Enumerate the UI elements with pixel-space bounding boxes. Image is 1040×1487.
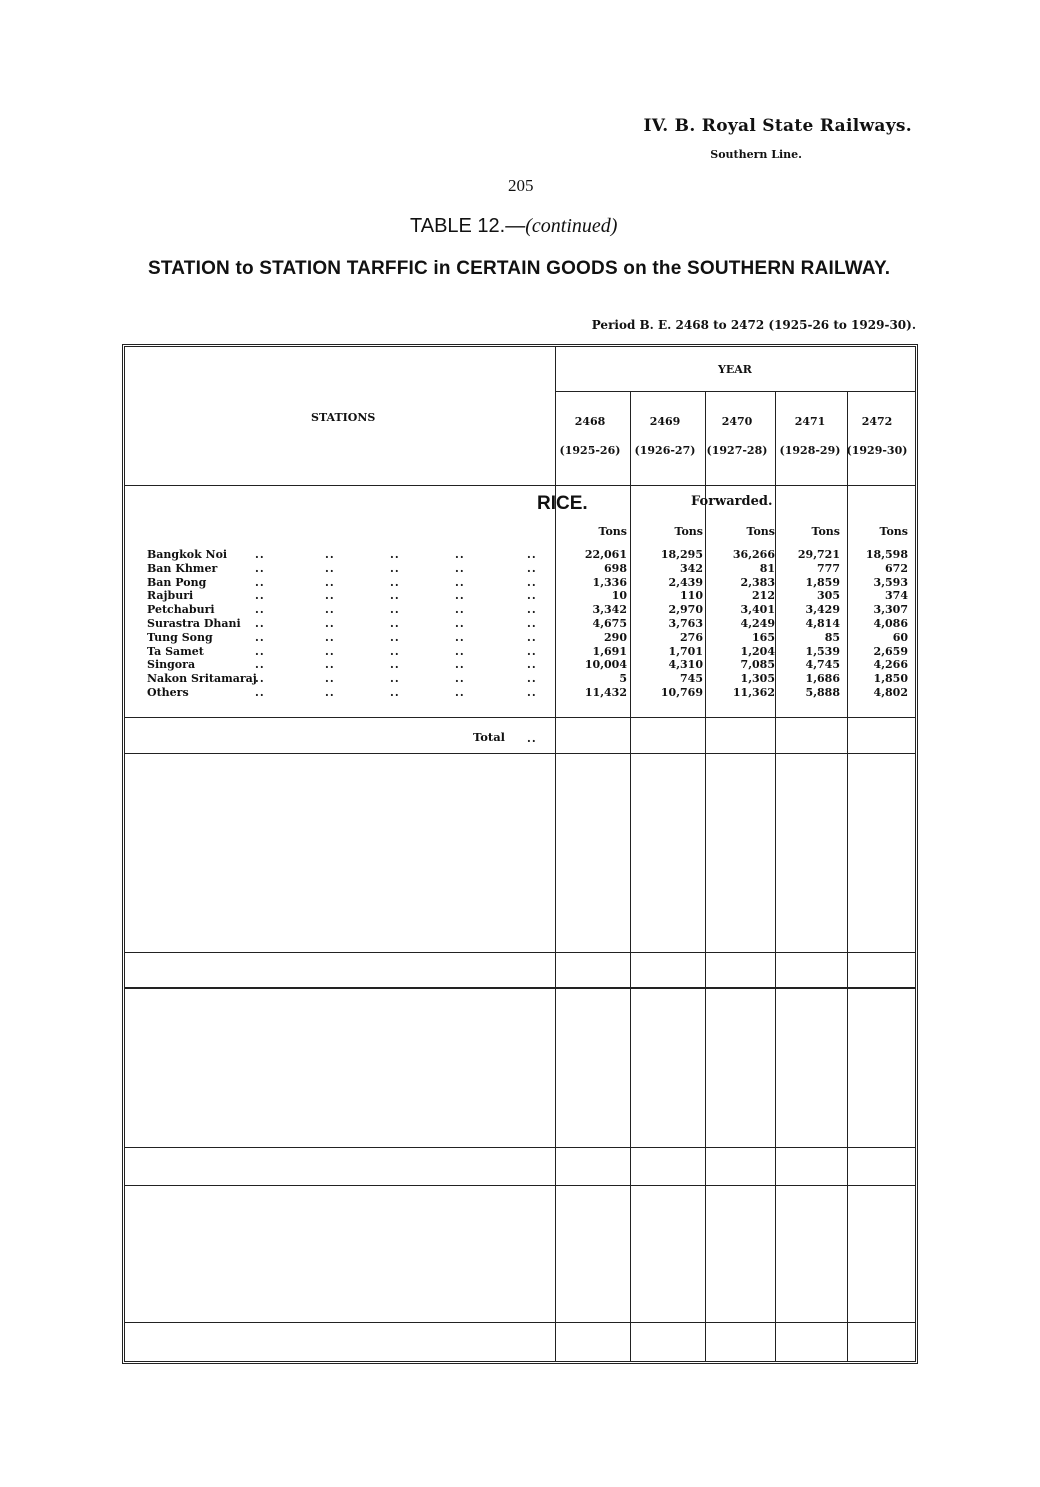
leader-dots: ..	[390, 561, 400, 575]
leader-dots: ..	[527, 686, 537, 699]
cell-value: 110	[680, 589, 703, 603]
cell-value: 10,004	[584, 658, 627, 672]
cell-value: 4,814	[805, 617, 840, 630]
cell-value: 1,539	[805, 644, 840, 658]
leader-dots: ..	[527, 658, 537, 672]
cell-value: 4,266	[873, 658, 908, 672]
station-name: Surastra Dhani	[147, 617, 241, 630]
header-bottom-rule	[125, 485, 915, 486]
leader-dots: ..	[455, 686, 465, 699]
station-name: Singora	[147, 658, 196, 672]
cell-value: 4,802	[873, 686, 908, 699]
cell-value: 3,593	[873, 575, 908, 589]
leader-dots: ..	[390, 686, 400, 699]
cell-value: 4,249	[740, 617, 775, 630]
leader-dots: ..	[255, 575, 265, 589]
cell-value: 4,675	[592, 617, 627, 630]
leader-dots: ..	[325, 672, 335, 686]
unit-label: Tons	[598, 525, 627, 538]
leader-dots: ..	[455, 630, 465, 644]
leader-dots: ..	[255, 617, 265, 630]
unit-label: Tons	[879, 525, 908, 538]
cell-value: 3,342	[592, 603, 627, 617]
cell-value: 60	[892, 630, 908, 644]
leader-dots: ..	[325, 603, 335, 617]
cell-value: 85	[824, 630, 840, 644]
leader-dots: ..	[255, 686, 265, 699]
leader-dots: ..	[325, 617, 335, 630]
leader-dots: ..	[455, 672, 465, 686]
cell-value: 22,061	[584, 548, 627, 561]
stone-total-bottom-rule	[125, 1185, 915, 1186]
leader-dots: ..	[390, 644, 400, 658]
leader-dots: ..	[455, 603, 465, 617]
leader-dots: ..	[255, 630, 265, 644]
leader-dots: ..	[455, 589, 465, 603]
cell-value: 165	[752, 630, 775, 644]
year-be: 2468	[574, 415, 606, 428]
cell-value: 2,439	[668, 575, 703, 589]
year-column-rule	[705, 391, 706, 1361]
cell-value: 2,970	[668, 603, 703, 617]
table-caption	[410, 215, 617, 238]
table-label: TABLE 12.—	[410, 215, 526, 237]
cell-value: 374	[885, 589, 908, 603]
cell-value: 4,086	[873, 617, 908, 630]
cell-value: 745	[680, 672, 703, 686]
leader-dots: ..	[255, 644, 265, 658]
leader-dots: ..	[527, 575, 537, 589]
leader-dots: ..	[455, 617, 465, 630]
leader-dots: ..	[255, 548, 265, 561]
year-be: 2469	[649, 415, 681, 428]
stone-received-total-top-rule	[125, 1322, 915, 1323]
year-ce: (1926-27)	[634, 444, 696, 457]
year-ce: (1925-26)	[559, 444, 621, 457]
unit-label: Tons	[674, 525, 703, 538]
cell-value: 1,305	[740, 672, 775, 686]
leader-dots: ..	[527, 617, 537, 630]
year-ce: (1927-28)	[706, 444, 768, 457]
leader-dots: ..	[255, 603, 265, 617]
station-name: Petchaburi	[147, 603, 215, 617]
year-be: 2470	[721, 415, 753, 428]
unit-label: Tons	[746, 525, 775, 538]
leader-dots: ..	[527, 672, 537, 686]
year-column-rule	[775, 391, 776, 1361]
leader-dots: ..	[325, 561, 335, 575]
leader-dots: ..	[390, 617, 400, 630]
cell-value: 1,859	[805, 575, 840, 589]
leader-dots: ..	[255, 672, 265, 686]
stone-section-rule	[125, 988, 915, 989]
leader-dots: ..	[325, 658, 335, 672]
period-note: Period B. E. 2468 to 2472 (1925-26 to 1929-30).	[591, 318, 916, 332]
leader-dots: ..	[325, 630, 335, 644]
table-title: STATION to STATION TARFFIC in CERTAIN GOODS on the SOUTHERN RAILWAY.	[148, 258, 891, 279]
cell-value: 1,336	[592, 575, 627, 589]
railway-heading: IV. B. Royal State Railways.	[643, 116, 912, 136]
cell-value: 18,598	[865, 548, 908, 561]
leader-dots: ..	[527, 644, 537, 658]
leader-dots: ..	[455, 575, 465, 589]
cell-value: 3,401	[740, 603, 775, 617]
cell-value: 1,701	[668, 644, 703, 658]
stone-total-top-rule	[125, 1147, 915, 1148]
cell-value: 4,310	[668, 658, 703, 672]
station-name: Bangkok Noi	[147, 548, 228, 561]
traffic-table	[122, 344, 918, 1364]
rice-section-title: RICE.	[537, 493, 588, 514]
cell-value: 276	[680, 630, 703, 644]
cell-value: 4,745	[805, 658, 840, 672]
leader-dots: ..	[325, 644, 335, 658]
leader-dots: ..	[255, 589, 265, 603]
leader-dots: ..	[455, 548, 465, 561]
cell-value: 29,721	[797, 548, 840, 561]
leader-dots: ..	[325, 548, 335, 561]
leader-dots: ..	[390, 575, 400, 589]
leader-dots: ..	[527, 589, 537, 603]
cell-value: 3,429	[805, 603, 840, 617]
cell-value: 290	[604, 630, 627, 644]
cell-value: 5	[619, 672, 627, 686]
cell-value: 3,763	[668, 617, 703, 630]
cell-value: 11,362	[732, 686, 775, 699]
cell-value: 5,888	[805, 686, 840, 699]
leader-dots: ..	[255, 658, 265, 672]
rice-total-top-rule	[125, 717, 915, 718]
leader-dots: ..	[390, 548, 400, 561]
continued-note: (continued)	[525, 215, 618, 237]
leader-dots: ..	[527, 561, 537, 575]
cell-value: 1,850	[873, 672, 908, 686]
station-name: Ban Khmer	[147, 561, 218, 575]
line-subheading: Southern Line.	[710, 148, 802, 161]
cell-value: 1,686	[805, 672, 840, 686]
station-name: Nakon Sritamaraj	[147, 672, 257, 686]
cell-value: 342	[680, 561, 703, 575]
cell-value: 1,691	[592, 644, 627, 658]
leader-dots: ..	[527, 732, 537, 745]
year-header-rule	[555, 391, 915, 392]
rice-received-total-top-rule	[125, 952, 915, 953]
cell-value: 1,204	[740, 644, 775, 658]
cell-value: 3,307	[873, 603, 908, 617]
leader-dots: ..	[325, 589, 335, 603]
stations-header: STATIONS	[311, 411, 376, 424]
year-ce: (1928-29)	[779, 444, 841, 457]
unit-label: Tons	[811, 525, 840, 538]
year-be: 2471	[794, 415, 826, 428]
leader-dots: ..	[390, 589, 400, 603]
cell-value: 36,266	[732, 548, 775, 561]
station-name: Ban Pong	[147, 575, 207, 589]
cell-value: 2,383	[740, 575, 775, 589]
year-ce: (1929-30)	[846, 444, 908, 457]
rice-total-bottom-rule	[125, 753, 915, 754]
leader-dots: ..	[455, 658, 465, 672]
page-number: 205	[508, 176, 534, 195]
year-column-rule	[847, 391, 848, 1361]
cell-value: 18,295	[660, 548, 703, 561]
year-header: YEAR	[718, 363, 752, 376]
leader-dots: ..	[455, 644, 465, 658]
cell-value: 212	[752, 589, 775, 603]
cell-value: 81	[759, 561, 775, 575]
station-name: Others	[147, 686, 189, 699]
leader-dots: ..	[527, 630, 537, 644]
cell-value: 305	[817, 589, 840, 603]
station-name: Tung Song	[147, 630, 213, 644]
leader-dots: ..	[527, 603, 537, 617]
cell-value: 672	[885, 561, 908, 575]
leader-dots: ..	[390, 672, 400, 686]
leader-dots: ..	[390, 658, 400, 672]
year-be: 2472	[861, 415, 893, 428]
cell-value: 10	[611, 589, 627, 603]
cell-value: 2,659	[873, 644, 908, 658]
station-name: Rajburi	[147, 589, 194, 603]
station-name: Ta Samet	[147, 644, 204, 658]
leader-dots: ..	[390, 630, 400, 644]
year-column-rule	[630, 391, 631, 1361]
leader-dots: ..	[255, 561, 265, 575]
cell-value: 7,085	[740, 658, 775, 672]
leader-dots: ..	[325, 575, 335, 589]
rice-forwarded-label: Forwarded.	[691, 494, 773, 509]
leader-dots: ..	[325, 686, 335, 699]
leader-dots: ..	[390, 603, 400, 617]
cell-value: 698	[604, 561, 627, 575]
cell-value: 11,432	[584, 686, 627, 699]
cell-value: 777	[817, 561, 840, 575]
cell-value: 10,769	[660, 686, 703, 699]
leader-dots: ..	[455, 561, 465, 575]
total-label: Total	[473, 730, 506, 744]
leader-dots: ..	[527, 548, 537, 561]
